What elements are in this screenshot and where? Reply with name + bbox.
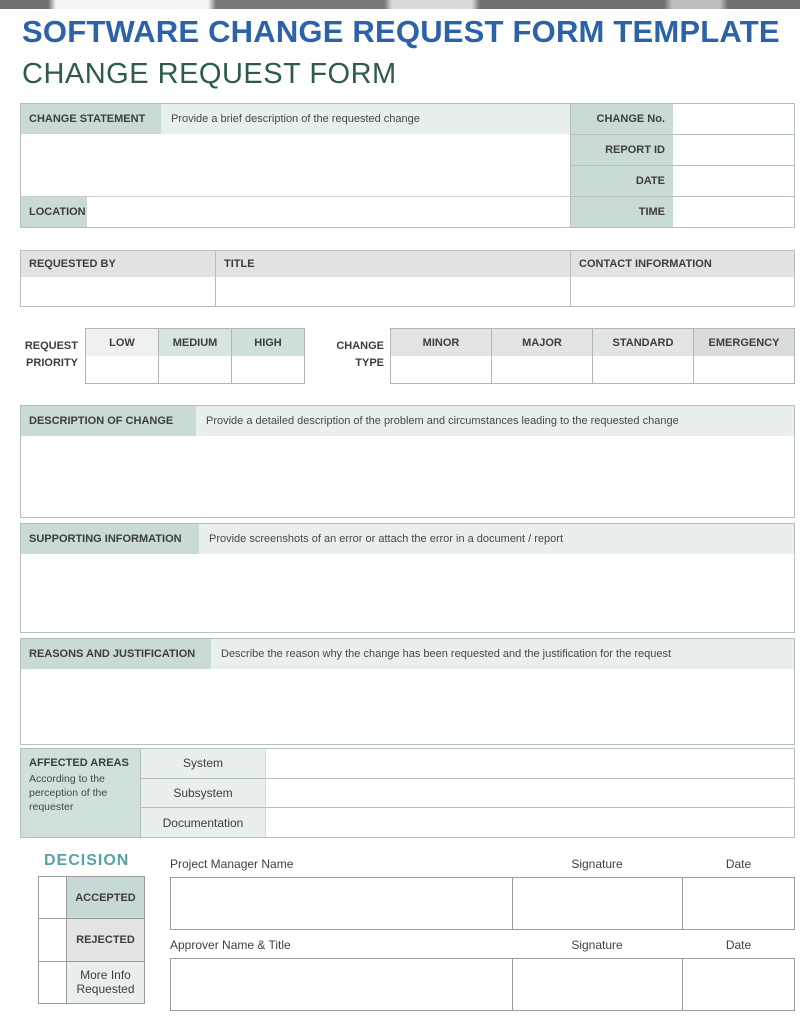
affected-subsystem-input[interactable] — [266, 779, 794, 808]
decision-table — [38, 876, 145, 1004]
pm-date-label: Date — [725, 857, 752, 871]
top-edge-strip — [0, 0, 800, 9]
pm-signature-box — [170, 877, 795, 930]
requested-by-header: REQUESTED BY — [21, 251, 216, 277]
reasons-justification-section — [20, 638, 795, 745]
accepted-checkbox[interactable] — [39, 877, 67, 918]
approver-signature-input[interactable] — [513, 959, 683, 1010]
date-label: DATE — [571, 166, 673, 196]
more-info-checkbox[interactable] — [39, 962, 67, 1003]
reasons-justification-input[interactable] — [21, 669, 794, 744]
affected-areas-label-cell — [21, 749, 141, 837]
priority-high-header: HIGH — [232, 329, 304, 356]
type-major-header: MAJOR — [492, 329, 593, 356]
decision-heading: DECISION — [44, 852, 130, 869]
change-no-input[interactable] — [673, 104, 794, 134]
affected-documentation-input[interactable] — [266, 808, 794, 837]
affected-areas-sublabel: According to the perception of the requester — [29, 773, 108, 813]
priority-low-header: LOW — [86, 329, 159, 356]
change-statement-label: CHANGE STATEMENT — [21, 104, 161, 134]
approver-date-label: Date — [725, 938, 752, 952]
priority-low-checkbox[interactable] — [86, 356, 159, 383]
affected-system-label: System — [141, 749, 266, 778]
change-statement-left — [21, 104, 571, 227]
approver-signature-label: Signature — [571, 938, 623, 952]
request-priority-label: REQUEST PRIORITY — [24, 340, 78, 369]
supporting-information-input[interactable] — [21, 554, 794, 632]
description-of-change-hint: Provide a detailed description of the problem and circumstances leading to the requested change — [196, 406, 794, 436]
change-type-table — [390, 328, 795, 384]
description-of-change-section — [20, 405, 795, 518]
supporting-information-label: SUPPORTING INFORMATION — [21, 524, 199, 554]
contact-information-input[interactable] — [571, 277, 794, 307]
accepted-label: ACCEPTED — [67, 877, 144, 918]
type-standard-checkbox[interactable] — [593, 356, 694, 383]
type-minor-header: MINOR — [391, 329, 492, 356]
pm-name-label: Project Manager Name — [170, 857, 294, 871]
time-input[interactable] — [673, 197, 794, 227]
approver-name-input[interactable] — [171, 959, 513, 1010]
requested-by-input[interactable] — [21, 277, 216, 307]
date-input[interactable] — [673, 166, 794, 196]
priority-medium-header: MEDIUM — [159, 329, 232, 356]
location-input[interactable] — [87, 197, 570, 227]
priority-medium-checkbox[interactable] — [159, 356, 232, 383]
affected-system-input[interactable] — [266, 749, 794, 778]
title-input[interactable] — [216, 277, 571, 307]
change-no-label: CHANGE No. — [571, 104, 673, 134]
page-title: SOFTWARE CHANGE REQUEST FORM TEMPLATE — [22, 14, 780, 49]
type-emergency-header: EMERGENCY — [694, 329, 794, 356]
pm-name-input[interactable] — [171, 878, 513, 929]
time-label: TIME — [571, 197, 673, 227]
more-info-label: More Info Requested — [67, 962, 144, 1003]
pm-date-input[interactable] — [683, 878, 794, 929]
rejected-checkbox[interactable] — [39, 919, 67, 960]
requester-table — [20, 250, 795, 307]
change-type-label: CHANGE TYPE — [336, 340, 384, 369]
affected-areas-label: AFFECTED AREAS — [29, 757, 129, 769]
affected-documentation-label: Documentation — [141, 808, 266, 837]
change-statement-hint: Provide a brief description of the requested change — [161, 104, 570, 134]
reasons-justification-hint: Describe the reason why the change has been requested and the justification for the request — [211, 639, 794, 669]
approver-name-label: Approver Name & Title — [170, 938, 291, 952]
location-label: LOCATION — [21, 197, 87, 227]
type-standard-header: STANDARD — [593, 329, 694, 356]
type-major-checkbox[interactable] — [492, 356, 593, 383]
supporting-information-section — [20, 523, 795, 633]
type-minor-checkbox[interactable] — [391, 356, 492, 383]
change-statement-table — [20, 103, 795, 228]
request-priority-table — [85, 328, 305, 384]
supporting-information-hint: Provide screenshots of an error or attach the error in a document / report — [199, 524, 794, 554]
change-statement-input[interactable] — [21, 134, 570, 196]
type-emergency-checkbox[interactable] — [694, 356, 794, 383]
approver-date-input[interactable] — [683, 959, 794, 1010]
reasons-justification-label: REASONS AND JUSTIFICATION — [21, 639, 211, 669]
affected-areas-table — [20, 748, 795, 838]
description-of-change-label: DESCRIPTION OF CHANGE — [21, 406, 196, 436]
report-id-label: REPORT ID — [571, 135, 673, 165]
priority-high-checkbox[interactable] — [232, 356, 304, 383]
approver-signature-box — [170, 958, 795, 1011]
contact-information-header: CONTACT INFORMATION — [571, 251, 794, 277]
title-header: TITLE — [216, 251, 571, 277]
change-meta-column — [571, 104, 794, 227]
pm-signature-input[interactable] — [513, 878, 683, 929]
affected-subsystem-label: Subsystem — [141, 779, 266, 808]
pm-signature-label: Signature — [571, 857, 623, 871]
report-id-input[interactable] — [673, 135, 794, 165]
form-heading: CHANGE REQUEST FORM — [22, 58, 397, 90]
rejected-label: REJECTED — [67, 919, 144, 960]
description-of-change-input[interactable] — [21, 436, 794, 517]
